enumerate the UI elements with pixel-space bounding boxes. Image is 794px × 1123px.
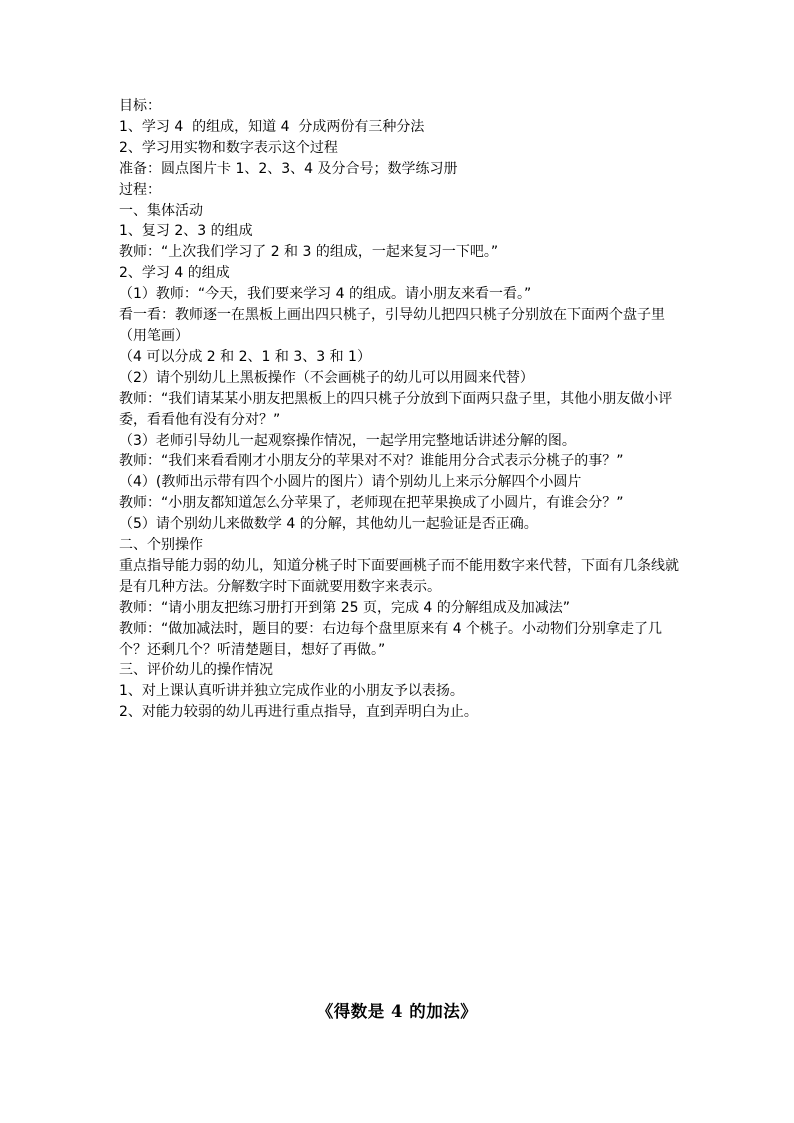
text-line: （1）教师：“今天，我们要来学习 4 的组成。请小朋友来看一看。”	[119, 286, 532, 303]
text-line: 2、对能力较弱的幼儿再进行重点指导，直到弄明白为止。	[119, 704, 478, 721]
section-heading: 三、评价幼儿的操作情况	[119, 662, 273, 679]
text-line: （4 可以分成 2 和 2、1 和 3、3 和 1）	[119, 348, 371, 365]
text-line: 教师：“我们来看看刚才小朋友分的苹果对不对？谁能用分合式表示分桃子的事？”	[119, 453, 624, 470]
text-line: 教师：“请小朋友把练习册打开到第 25 页，完成 4 的分解组成及加减法”	[119, 599, 571, 616]
text-line: 看一看：教师逐一在黑板上画出四只桃子，引导幼儿把四只桃子分别放在下面两个盘子里（用笔画）	[119, 307, 665, 344]
text-line: 2、学习用实物和数字表示这个过程	[119, 139, 338, 156]
text-line: 准备：圆点图片卡 1、2、3、4 及分合号；数学练习册	[119, 160, 458, 177]
text-line: 1、复习 2、3 的组成	[119, 223, 253, 240]
text-line: 目标：	[119, 98, 161, 114]
text-line: 1、对上课认真听讲并独立完成作业的小朋友予以表扬。	[119, 683, 464, 700]
text-line: （4）(教师出示带有四个小圆片的图片）请个别幼儿上来示分解四个小圆片	[119, 474, 582, 491]
text-line: 2、学习 4 的组成	[119, 265, 230, 282]
text-line: 教师：“做加减法时，题目的要：右边每个盘里原来有 4 个桃子。小动物们分别拿走了几个？还剩几个？听清楚题目，想好了再做。”	[119, 620, 663, 658]
next-lesson-title: 《得数是 4 的加法》	[316, 1002, 478, 1021]
section-heading: 二、个别操作	[119, 537, 203, 554]
text-line: （5）请个别幼儿来做数学 4 的分解，其他幼儿一起验证是否正确。	[119, 516, 538, 533]
text-line: （3）老师引导幼儿一起观察操作情况，一起学用完整地话讲述分解的图。	[119, 432, 576, 449]
text-line: 教师：“小朋友都知道怎么分苹果了，老师现在把苹果换成了小圆片，有谁会分？”	[119, 495, 624, 512]
lesson-plan-body	[119, 96, 679, 723]
text-line: 重点指导能力弱的幼儿，知道分桃子时下面要画桃子而不能用数字来代替，下面有几条线就是有几种方法。分解数字时下面就要用数字来表示。	[119, 557, 679, 595]
text-line: 1、学习 4 的组成，知道 4 分成两份有三种分法	[119, 118, 425, 135]
text-line: 教师：“上次我们学习了 2 和 3 的组成，一起来复习一下吧。”	[119, 244, 499, 261]
text-line: （2）请个别幼儿上黑板操作（不会画桃子的幼儿可以用圆来代替）	[119, 369, 534, 386]
text-line: 教师：“我们请某某小朋友把黑板上的四只桃子分放到下面两只盘子里，其他小朋友做小评委，看看他有没有分对？”	[119, 390, 673, 428]
text-line: 过程：	[119, 181, 161, 198]
section-heading: 一、集体活动	[119, 202, 203, 219]
